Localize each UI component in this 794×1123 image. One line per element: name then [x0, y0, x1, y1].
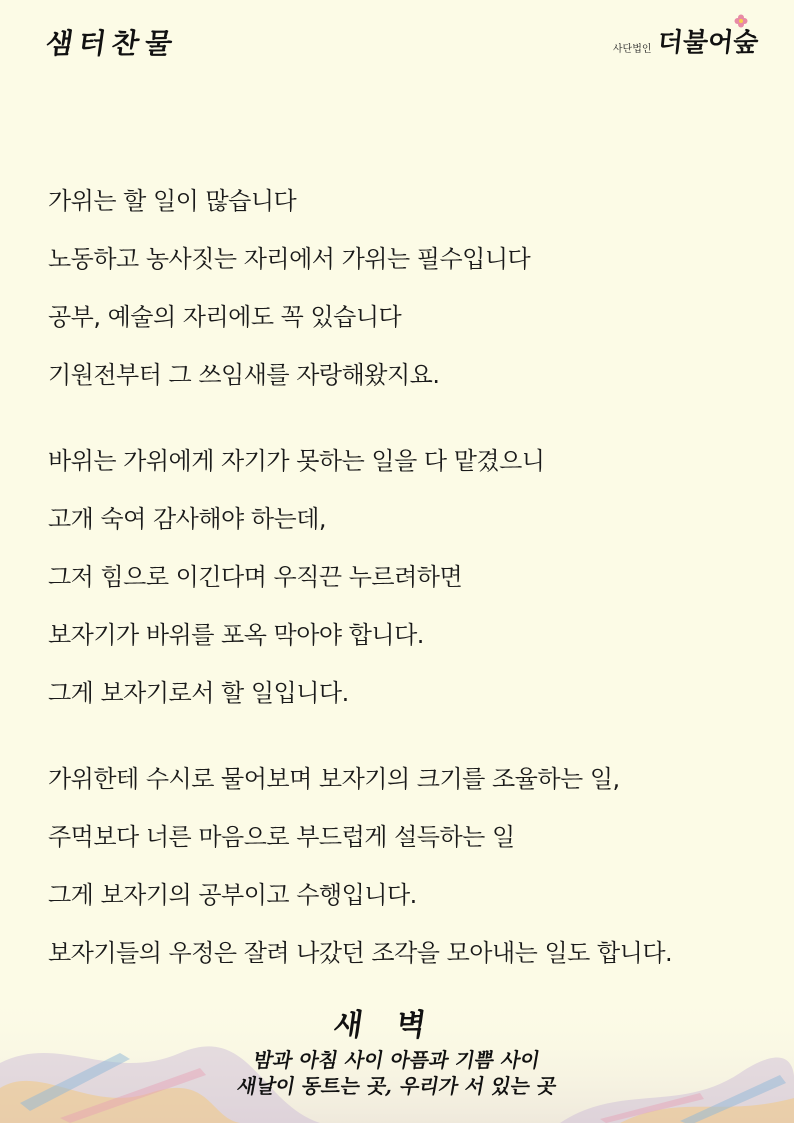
poem-line: 노동하고 농사짓는 자리에서 가위는 필수입니다 [48, 245, 531, 273]
author-signature: 새벽 [331, 1008, 462, 1043]
motto-line: 새날이 동트는 곳, 우리가 서 있는 곳 [234, 1074, 559, 1098]
stanza [48, 432, 768, 722]
poem-line: 가위는 할 일이 많습니다 [48, 187, 297, 215]
motto-line: 밤과 아침 사이 아픔과 기쁨 사이 [251, 1048, 542, 1072]
org-name: 더불어숲 [655, 28, 760, 58]
org-type-label: 사단법인 [612, 44, 652, 55]
poem-line: 보자기가 바위를 포옥 막아야 합니다. [48, 621, 424, 649]
poem-body [48, 172, 768, 1010]
page-title: 샘터찬물 [43, 27, 181, 60]
poem-line: 그게 보자기의 공부이고 수행입니다. [48, 881, 417, 909]
poem-line: 공부, 예술의 자리에도 꼭 있습니다 [48, 303, 402, 331]
poem-line: 고개 숙여 감사해야 하는데, [48, 505, 327, 533]
poem-line: 기원전부터 그 쓰임새를 자랑해왔지요. [48, 361, 440, 389]
poem-line: 보자기들의 우정은 잘려 나갔던 조각을 모아내는 일도 합니다. [48, 939, 673, 967]
poem-line: 가위한테 수시로 물어보며 보자기의 크기를 조율하는 일, [48, 765, 620, 793]
poem-line: 바위는 가위에게 자기가 못하는 일을 다 맡겼으니 [48, 447, 545, 475]
stanza [48, 172, 768, 404]
poem-line: 그게 보자기로서 할 일입니다. [48, 679, 349, 707]
org-logo [613, 22, 758, 59]
stanza [48, 750, 768, 982]
poem-line: 주먹보다 너른 마음으로 부드럽게 설득하는 일 [48, 823, 515, 851]
poem-line: 그저 힘으로 이긴다며 우직끈 누르려하면 [48, 563, 463, 591]
